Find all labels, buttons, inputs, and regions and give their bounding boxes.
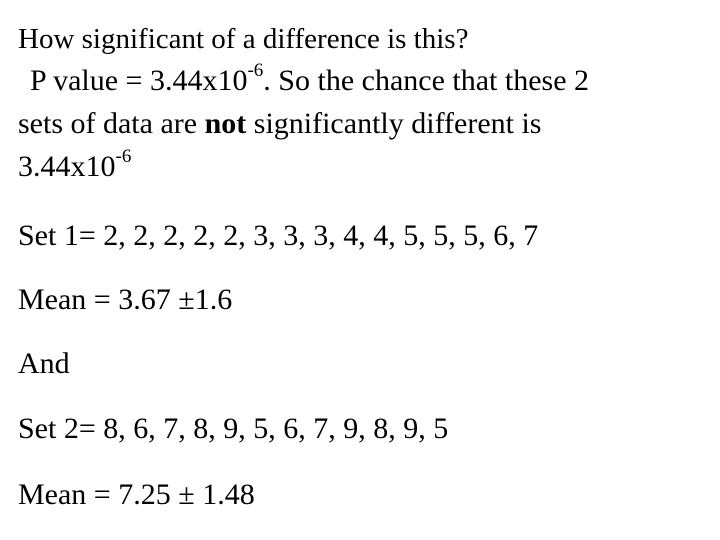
pvalue-line	[30, 60, 590, 98]
set2-text: Set 2= 8, 6, 7, 8, 9, 5, 6, 7, 9, 8, 9, 5	[18, 412, 449, 445]
set1-label	[18, 219, 538, 253]
value-base: 3.44x10	[18, 150, 116, 183]
sets-emphasis: not	[204, 107, 247, 140]
sets-before: sets of data are	[18, 107, 205, 140]
set1-mean-text: Mean = 3.67 ±1.6	[18, 283, 233, 316]
set2-mean-text: Mean = 7.25 ± 1.48	[18, 478, 255, 511]
value-line	[18, 146, 132, 184]
pvalue-exponent: -6	[247, 60, 264, 81]
connector-line	[18, 347, 70, 381]
set2-mean	[18, 478, 255, 512]
connector-text: And	[18, 347, 70, 380]
set1-text: Set 1= 2, 2, 2, 2, 2, 3, 3, 3, 4, 4, 5, 5, 5, 6, 7	[18, 219, 539, 252]
set2-label	[18, 412, 448, 446]
set1-mean	[18, 283, 232, 317]
question-text: How significant of a difference is this?	[18, 23, 469, 55]
pvalue-prefix: P value = 3.44x10	[30, 64, 248, 97]
sets-after: significantly different is	[246, 107, 542, 140]
value-exponent: -6	[115, 146, 132, 167]
pvalue-suffix: . So the chance that these 2	[263, 64, 590, 97]
sets-line	[18, 107, 541, 141]
question-heading	[18, 22, 468, 56]
